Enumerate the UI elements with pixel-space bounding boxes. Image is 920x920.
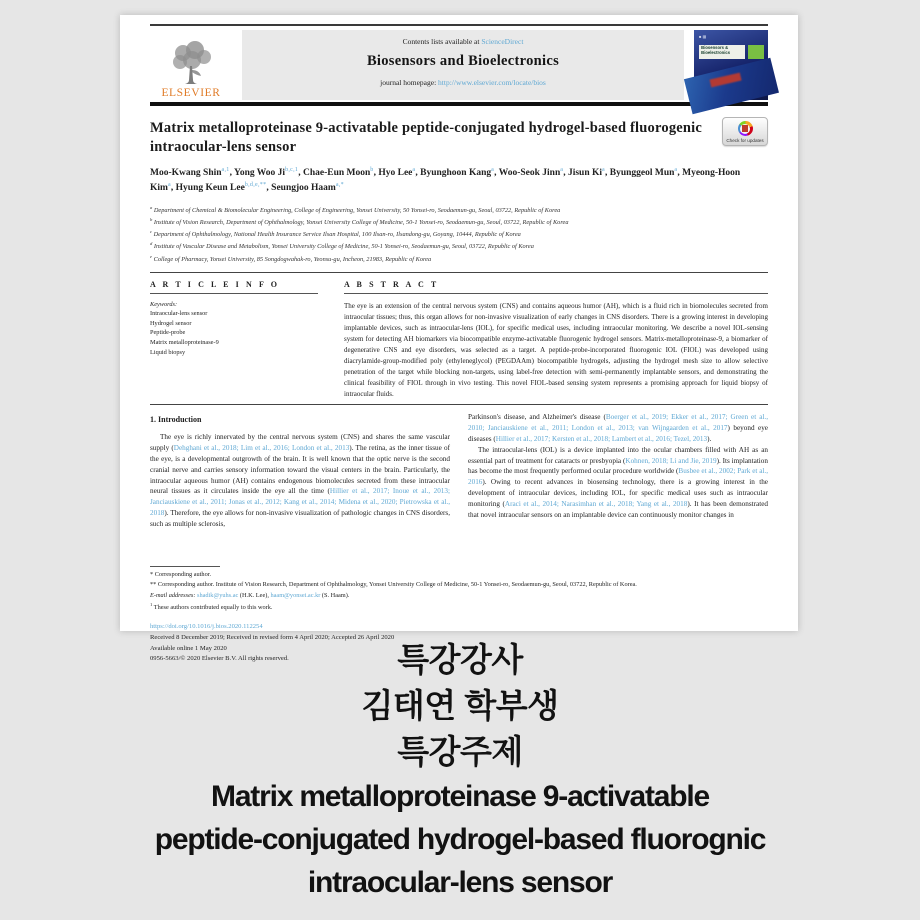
text-run: These authors contributed equally to this work. bbox=[152, 604, 273, 611]
text-run: ). bbox=[707, 434, 712, 443]
keyword-item: Hydrogel sensor bbox=[150, 319, 192, 327]
affiliation-item bbox=[150, 228, 768, 240]
keyword-item: Intraocular-lens sensor bbox=[150, 309, 208, 317]
intro-paragraph-left bbox=[150, 432, 450, 530]
lecture-instructor-name: 김태연 학부생 bbox=[361, 687, 559, 724]
elsevier-wordmark: ELSEVIER bbox=[161, 86, 221, 99]
affiliation-marker: a bbox=[150, 205, 153, 210]
article-title: Matrix metalloproteinase 9-activatable peptide-conjugated hydrogel-based fluorogenic intraocular-lens sensor bbox=[150, 120, 703, 156]
affiliation-marker: b bbox=[150, 217, 153, 223]
text-run: a bbox=[167, 182, 171, 189]
affiliation-text: Institute of Vision Research, Department of Ophthalmology, Yonsei University College of Medicine, 50-1 Yonsei-ro, Seodaemun-gu, Seoul, 03722, Republic of Korea bbox=[153, 219, 569, 227]
citation-link[interactable]: haam@yonsei.ac.kr bbox=[270, 591, 321, 599]
body-left-column bbox=[150, 412, 450, 558]
text-run: 1 bbox=[150, 601, 153, 607]
introduction-heading: 1. Introduction bbox=[150, 414, 202, 424]
text-run: , bbox=[604, 168, 610, 179]
check-updates-badge[interactable] bbox=[722, 117, 768, 146]
text-run: a,* bbox=[335, 182, 344, 189]
affiliation-marker: e bbox=[150, 253, 153, 259]
text-run: a bbox=[560, 167, 564, 174]
affiliation-text: Institute of Vascular Disease and Metabolism, Yonsei University College of Medicine, 50-1 Yonsei-ro, Seodaemun-gu, Seoul, 03722, Republic of Korea bbox=[153, 243, 534, 251]
affiliation-text: Department of Ophthalmology, National Health Insurance Service Ilsan Hospital, 100 Ilsan-ro, Ilsandong-gu, Goyang, 10444, Republic of Korea bbox=[153, 231, 521, 239]
text-run: , bbox=[170, 183, 176, 194]
text-run: ) beyond eye diseases ( bbox=[468, 423, 768, 443]
author-list bbox=[150, 166, 750, 196]
crossmark-icon bbox=[738, 121, 753, 136]
text-run: b,d,e,** bbox=[244, 182, 267, 189]
citation-link[interactable]: Busbee et al., 2002; Park et al., 2016 bbox=[468, 467, 768, 487]
title-row bbox=[150, 117, 768, 166]
intro-paragraph-right-2 bbox=[468, 445, 768, 522]
received-dates: Received 8 December 2019; Received in revised form 4 April 2020; Accepted 26 April 2020 bbox=[150, 634, 395, 642]
text-run: ). Its implantation has become the most frequently performed ocular procedure worldwide ( bbox=[468, 456, 768, 476]
citation-link[interactable]: Hillier et al., 2017; Inoue et al., 2013; Janciauskiene et al., 2011; Jonas et al., 2012; Kang et al., 2014; Midena et al., 2020; Pietrowska et al., 2018 bbox=[150, 487, 450, 518]
footnotes bbox=[150, 566, 768, 614]
lecture-topic-title-line1: Matrix metalloproteinase 9-activatable bbox=[211, 780, 709, 813]
elsevier-logo bbox=[150, 30, 232, 100]
text-run: b bbox=[370, 167, 374, 174]
text-run: (S. Haam). bbox=[320, 591, 350, 599]
keywords-label: Keywords: bbox=[150, 300, 178, 308]
text-run: ). Therefore, the eye allows for non-invasive visualization of pathologic changes in CNS disorders, such as multiple sclerosis, bbox=[150, 509, 450, 529]
text-run: E-mail addresses: bbox=[150, 591, 197, 599]
equal-contribution-note bbox=[150, 601, 768, 613]
cover-title-line1: Biosensors & bbox=[701, 45, 729, 51]
text-run: a bbox=[491, 167, 495, 174]
text-run: Hyung Keun Lee bbox=[175, 183, 245, 194]
homepage-link[interactable]: http://www.elsevier.com/locate/bios bbox=[438, 78, 546, 87]
footnote-rule bbox=[150, 566, 220, 567]
article-info-heading: A R T I C L E I N F O bbox=[150, 280, 318, 294]
keyword-item: Matrix metalloproteinase-9 bbox=[150, 339, 219, 347]
affiliation-text: College of Pharmacy, Yonsei University, 85 Songdogwahak-ro, Yeonsu-gu, Incheon, 21983, Republic of Korea bbox=[153, 255, 432, 263]
text-run: Jisun Ki bbox=[567, 168, 603, 179]
text-run: Yong Woo Ji bbox=[234, 168, 286, 179]
header-top-rule bbox=[150, 24, 768, 26]
text-run: Byunggeol Mun bbox=[609, 168, 675, 179]
section-divider bbox=[150, 272, 768, 273]
text-run: ). It has been demonstrated that novel intraocular sensors on an implantable device can continuously monitor changes in bbox=[468, 500, 769, 520]
text-run: ). Owing to recent advances in biosensing technology, there is a growing interest in the development of intraocular devices, including IOL, for specific medical uses such as intraocular monitoring ( bbox=[468, 478, 768, 509]
affiliation-text: Department of Chemical & Biomolecular Engineering, College of Engineering, Yonsei University, 50 Yonsei-ro, Seodaemun-gu, Seoul, 03722, Republic of Korea bbox=[153, 207, 561, 215]
affiliation-item bbox=[150, 216, 768, 228]
keyword-item: Liquid biopsy bbox=[150, 348, 186, 356]
journal-name: Biosensors and Bioelectronics bbox=[366, 53, 560, 69]
doi-link[interactable]: https://doi.org/10.1016/j.bios.2020.112254 bbox=[150, 623, 263, 631]
text-run: b,c,1 bbox=[285, 167, 299, 174]
journal-cover-thumbnail bbox=[694, 30, 768, 100]
homepage-label: journal homepage: bbox=[380, 78, 437, 87]
citation-link[interactable]: Araci et al., 2014; Narasimhan et al., 2018; Yang et al., 2018 bbox=[504, 500, 688, 509]
homepage-line bbox=[242, 78, 684, 87]
text-run: a bbox=[412, 167, 416, 174]
section-divider bbox=[150, 404, 768, 405]
affiliation-marker: d bbox=[150, 241, 153, 247]
text-run: Hyo Lee bbox=[378, 168, 413, 179]
text-run: Myeong-Hoon Kim bbox=[150, 168, 741, 194]
text-run: , bbox=[563, 168, 568, 179]
text-run: , bbox=[298, 168, 303, 179]
available-online: Available online 1 May 2020 bbox=[150, 644, 227, 652]
text-run: a bbox=[602, 167, 605, 174]
cover-title-band bbox=[699, 45, 745, 59]
journal-header bbox=[150, 30, 768, 100]
cover-top-text: ■ ▦ bbox=[699, 34, 707, 39]
lecture-topic-title-line2: peptide-conjugated hydrogel-based fluorognic bbox=[154, 823, 766, 856]
journal-banner bbox=[242, 30, 684, 100]
lecture-announcement-caption bbox=[0, 637, 920, 904]
text-run: Woo-Seok Jinn bbox=[498, 168, 561, 179]
citation-link[interactable]: shadik@yuhs.ac bbox=[197, 591, 239, 599]
text-run: a,1 bbox=[221, 167, 230, 174]
check-updates-label: Check for updates bbox=[726, 137, 764, 143]
email-addresses-note bbox=[150, 591, 768, 601]
text-run: , bbox=[229, 168, 235, 179]
affiliation-marker: c bbox=[150, 229, 153, 235]
abstract-heading: A B S T R A C T bbox=[344, 280, 768, 294]
text-run: , bbox=[266, 183, 272, 194]
text-run: ). The retina, as the inner tissue of the eye, is a developmental outgrowth of the brain. It is well known that the optic nerve is the second cranial nerve and carries sensory information toward the visual centers in the brain. Particularly, the intraocular aqueous humor (AH) contains endogenous biomolecules secreted from these intraocular neural tissues as it circulates inside the eye all the time ( bbox=[150, 443, 450, 496]
citation-link[interactable]: Boerger et al., 2019; Ekker et al., 2017; Green et al., 2010; Janciauskiene et al., 2011; London et al., 2013; van Wijngaarden et al., 2017 bbox=[468, 412, 769, 432]
lecture-instructor-label: 특강강사 bbox=[397, 641, 523, 678]
body-right-column bbox=[468, 412, 768, 558]
intro-paragraph-right-1 bbox=[468, 412, 768, 445]
text-run: Seungjoo Haam bbox=[271, 183, 336, 194]
abstract-text: The eye is an extension of the central nervous system (CNS) and contains aqueous humor (AH), which is a fluid rich in biomolecules secreted from intraocular tissues; thus, this organ allows for non-invasive visualization of early changes in CNS disorders. There is a growing interest in developing implantable devices, such as intraocular-lens (IOL), for specific medical uses, including intraocular monitoring. We describe a novel IOL-sensing system for detecting AH biomarkers via biocompatible enzyme-activatable fluorogenic hydrogel sensors. Matrix-metalloproteinase-9, a biomarker of degenerative CNS and eye disorders, was selected as a target. A peptide-probe-incorporated fluorogenic IOL (FIOL) was developed using diacrylamide-group-modified poly (ethyleneglycol) (PEGDAAm) biocompatible hydrogels, adjusting the hydrogel mesh size to allow selective penetration of the target while blocking non-targets, using label-free detection with semi-permanently implantable sensors, and demonstrating the clinical feasibility of FIOL through in vivo testing. This novel FIOL-based sensing system represents a promising approach for liquid biopsy of intraocular fluids. bbox=[344, 301, 768, 399]
abstract-column bbox=[344, 280, 768, 401]
affiliation-item bbox=[150, 204, 768, 216]
text-run: The eye is richly innervated by the central nervous system (CNS) and shares the same vascular supply ( bbox=[150, 432, 450, 452]
cover-green-square bbox=[748, 45, 764, 59]
article-info-column bbox=[150, 280, 318, 401]
text-run: Parkinson's disease, and Alzheimer's disease ( bbox=[468, 412, 606, 421]
contents-line bbox=[242, 37, 684, 46]
citation-link[interactable]: Hillier et al., 2017; Kersten et al., 2018; Lambert et al., 2016; Tezel, 2013 bbox=[495, 434, 708, 443]
citation-link[interactable]: Dehghani et al., 2018; Lim et al., 2016; London et al., 2013 bbox=[173, 443, 350, 452]
text-run: The intraocular-lens (IOL) is a device implanted into the ocular chambers filled with AH as an essential part of treatment for cataracts or presbyopia ( bbox=[468, 445, 768, 465]
text-run: , bbox=[415, 168, 421, 179]
header-bottom-rule bbox=[150, 102, 768, 106]
corresponding-author-note-2: ** Corresponding author. Institute of Vision Research, Department of Ophthalmology, Yonsei University College of Medicine, 50-1 Yonsei-ro, Seodaemun-gu, Seoul, 03722, Republic of Korea. bbox=[150, 581, 637, 589]
info-abstract-section bbox=[150, 280, 768, 401]
article-body bbox=[150, 412, 768, 558]
contents-text: Contents lists available at bbox=[402, 37, 480, 46]
text-run: , bbox=[677, 168, 683, 179]
citation-link[interactable]: Kohnen, 2018; Li and Jie, 2019 bbox=[625, 456, 717, 465]
affiliation-item bbox=[150, 253, 768, 265]
lecture-topic-title-line3: intraocular-lens sensor bbox=[307, 866, 613, 899]
copyright-line: 0956-5663/© 2020 Elsevier B.V. All rights reserved. bbox=[150, 655, 289, 663]
corresponding-author-note-1: * Corresponding author. bbox=[150, 570, 212, 578]
affiliation-item bbox=[150, 240, 768, 252]
sciencedirect-link[interactable]: ScienceDirect bbox=[481, 37, 524, 46]
text-run: (H.K. Lee), bbox=[238, 591, 271, 599]
affiliation-list bbox=[150, 204, 768, 265]
cover-title-line2: Bioelectronics bbox=[701, 50, 731, 56]
keyword-item: Peptide-probe bbox=[150, 329, 186, 337]
text-run: Byunghoon Kang bbox=[420, 168, 492, 179]
text-run: Moo-Kwang Shin bbox=[150, 168, 222, 179]
text-run: a bbox=[674, 167, 678, 174]
lecture-topic-label: 특강주제 bbox=[397, 733, 523, 770]
text-run: Chae-Eun Moon bbox=[302, 168, 371, 179]
text-run: , bbox=[373, 168, 379, 179]
elsevier-tree-icon bbox=[168, 40, 214, 86]
text-run: , bbox=[494, 168, 499, 179]
